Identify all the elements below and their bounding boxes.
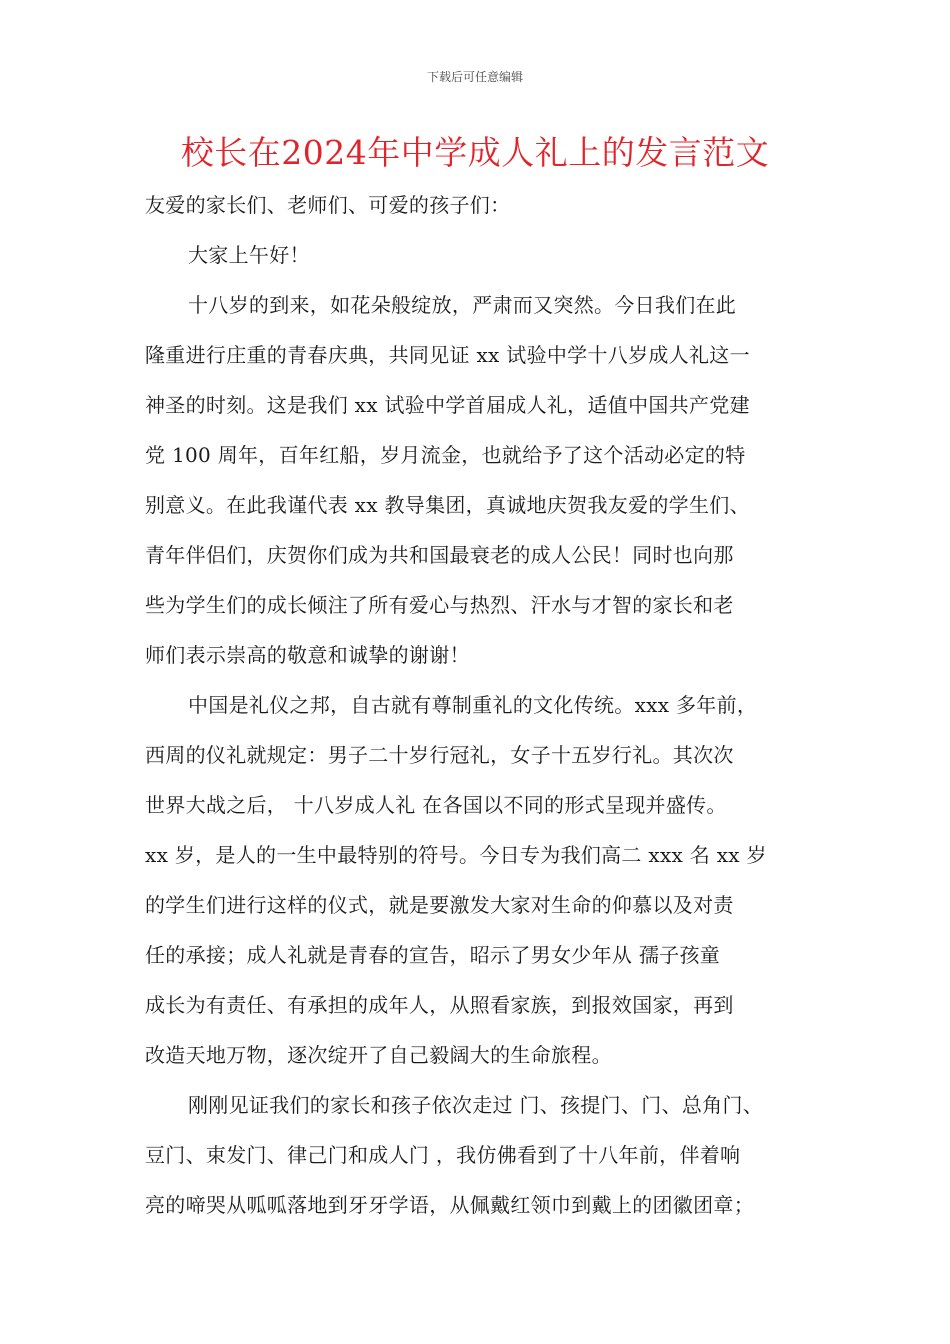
- document-body: [145, 180, 825, 1230]
- page-header: 下载后可任意编辑: [426, 70, 523, 84]
- text-line: 青年伴侣们，庆贺你们成为共和国最衰老的成人公民！同时也向那: [145, 543, 734, 567]
- document-title: 校长在2024年中学成人礼上的发言范文: [180, 133, 770, 172]
- text-line: 大家上午好！: [188, 243, 310, 267]
- text-line: 亮的啼哭从呱呱落地到牙牙学语，从佩戴红领巾到戴上的团徽团章；: [145, 1193, 754, 1217]
- text-line: 成长为有责任、有承担的成年人，从照看家族，到报效国家，再到: [145, 993, 734, 1017]
- text-line: 刚刚见证我们的家长和孩子依次走过 门、孩提门、门、总角门、: [188, 1093, 764, 1117]
- text-line: 友爱的家长们、老师们、可爱的孩子们：: [145, 193, 511, 217]
- text-line: 世界大战之后， 十八岁成人礼 在各国以不同的形式呈现并盛传。: [145, 793, 727, 817]
- text-line: 十八岁的到来，如花朵般绽放，严肃而又突然。今日我们在此: [188, 293, 737, 317]
- text-line: 党 100 周年，百年红船，岁月流金，也就给予了这个活动必定的特: [145, 443, 746, 467]
- text-line: 中国是礼仪之邦，自古就有尊制重礼的文化传统。xxx 多年前，: [188, 693, 758, 717]
- text-line: 些为学生们的成长倾注了所有爱心与热烈、汗水与才智的家长和老: [145, 593, 734, 617]
- text-line: 豆门、束发门、律己门和成人门 ，我仿佛看到了十八年前，伴着响: [145, 1143, 741, 1167]
- text-line: 神圣的时刻。这是我们 xx 试验中学首届成人礼，适值中国共产党建: [145, 393, 750, 417]
- text-line: 西周的仪礼就规定：男子二十岁行冠礼，女子十五岁行礼。其次次: [145, 743, 734, 767]
- text-line: xx 岁，是人的一生中最特别的符号。今日专为我们高二 xxx 名 xx 岁: [145, 843, 767, 867]
- text-line: 隆重进行庄重的青春庆典，共同见证 xx 试验中学十八岁成人礼这一: [145, 343, 750, 367]
- text-line: 任的承接；成人礼就是青春的宣告，昭示了男女少年从 孺子孩童: [145, 943, 721, 967]
- text-line: 别意义。在此我谨代表 xx 教导集团，真诚地庆贺我友爱的学生们、: [145, 493, 750, 517]
- text-line: 改造天地万物，逐次绽开了自己毅阔大的生命旅程。: [145, 1043, 612, 1067]
- text-line: 师们表示崇高的敬意和诚挚的谢谢！: [145, 643, 470, 667]
- text-line: 的学生们进行这样的仪式，就是要激发大家对生命的仰慕以及对责: [145, 893, 734, 917]
